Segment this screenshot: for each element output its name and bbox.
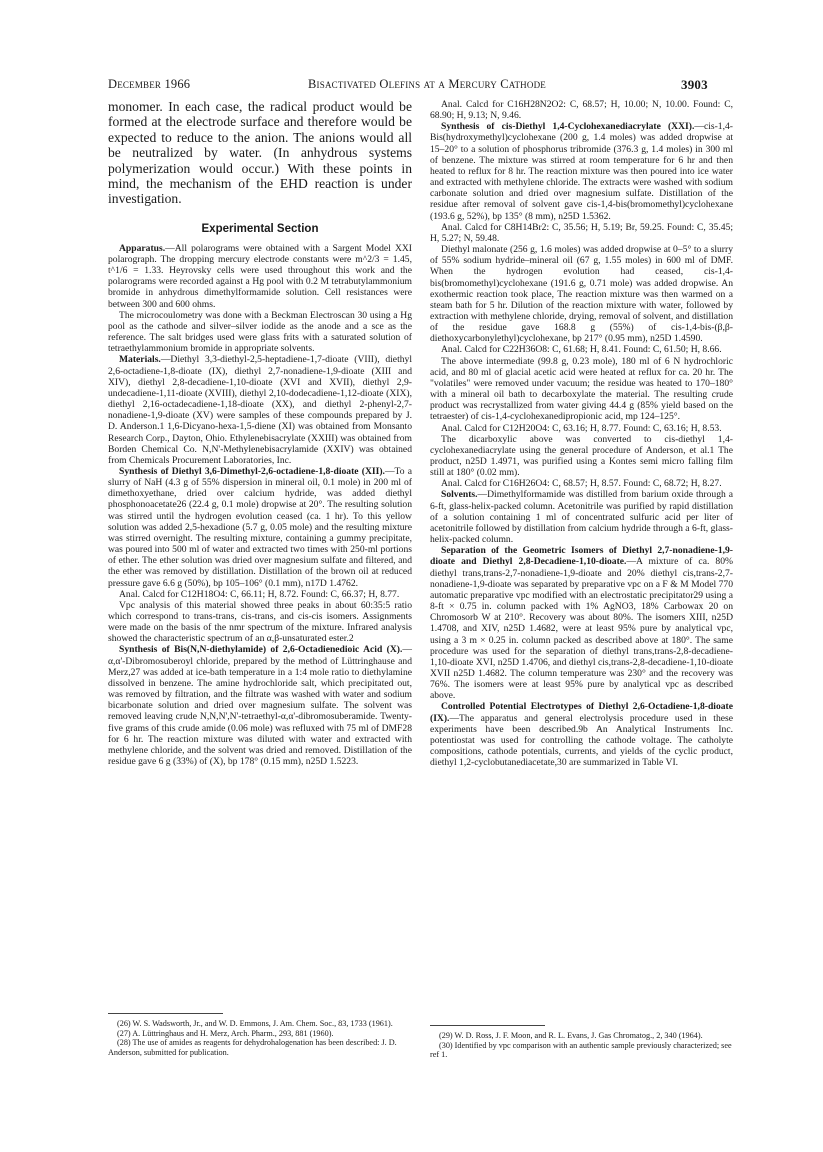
run-in-heading: Synthesis of Diethyl 3,6-Dimethyl-2,6-octadiene-1,8-dioate (XII). [119,465,385,477]
intro-paragraph: monomer. In each case, the radical product would be formed at the electrode surface and therefore would be expected to reduce to the anion. The anions would all be neutralized by water. (In anhydrous systems polymerization would occur.) With these points in mind, the mechanism of the EHD reaction is under investigation. [108,99,412,207]
microcoulometry-paragraph: The microcoulometry was done with a Beckman Electroscan 30 using a Hg pool as the cathode and silver–silver iodide as the anode and a sce as the reference. The salt bridges used were glass frits with a saturated solution of tetraethylammonium bromide in appropriate solvents. [108,309,412,355]
right-column [430,99,733,768]
synthesis-x-paragraph: Synthesis of Bis(N,N-diethylamide) of 2,6-Octadienedioic Acid (X).—α,α'-Dibromosuberoyl chloride, prepared by the method of Lüttringhause and Merz,27 was added at ice-bath temperature in a 1:4 mole ratio to diethylamine dissolved in benzene. The amine hydrochloride salt, which precipitated out, was removed by filtration, and the filtrate was washed with water and sodium bicarbonate solution and dried over magnesium sulfate. The solvent was removed leaving crude N,N,N',N'-tetraethyl-α,α'-dibromosuberamide. Twenty-five grams of this crude amide (0.06 mole) was refluxed with 75 ml of DMF28 for 6 hr. The reaction mixture was diluted with water and extracted with methylene chloride, and the solvent was dried and removed. Distillation of the residue gave 6 g (33%) of (X), bp 178° (0.15 mm), n25D 1.5223. [108,644,412,768]
footnote: (28) The use of amides as reagents for dehydrohalogenation has been described: J. D. Anderson, submitted for publication. [108,1038,397,1057]
left-column [108,99,412,767]
solvents-paragraph: Solvents.—Dimethylformamide was distilled from barium oxide through a 6-ft, glass-helix-packed column. Acetonitrile was purified by rapid distillation of a solution containing 1 ml of concentrated sulfuric acid per liter of acetonitrile followed by distillation from calcium hydride through a 6-ft, glass-helix-packed column. [430,489,733,546]
synthesis-xii-paragraph: Synthesis of Diethyl 3,6-Dimethyl-2,6-octadiene-1,8-dioate (XII).—To a slurry of NaH (4.3 g of 55% dispersion in mineral oil, 0.1 mole) in 200 ml of dimethoxyethane, dried over calcium hydride, was added diethyl phosphonoacetate26 (22.4 g, 0.1 mole) dropwise at 20°. The resulting solution was stirred until the hydrogen evolution ceased (ca. 1 hr). To this yellow solution was added 2,5-hexadione (5.7 g, 0.05 mole) and the resulting mixture was stirred overnight. The resulting mixture, containing a gummy precipitate, was poured into 500 ml of water and extracted two times with 250-ml portions of ether. The ether solution was dried over magnesium sulfate and filtered, and the ether was removed by distillation. Distillation of the brown oil at reduced pressure gave 6.6 g (50%), bp 105–106° (0.1 mm), n17D 1.4762. [108,465,412,589]
analysis-paragraph: Anal. Calcd for C16H28N2O2: C, 68.57; H, 10.00; N, 10.00. Found: C, 68.90; H, 9.13; N, 9.46. [430,99,733,122]
analysis-paragraph: Anal. Calcd for C16H26O4: C, 68.57; H, 8.57. Found: C, 68.72; H, 8.27. [441,478,722,490]
apparatus-paragraph: Apparatus.—All polarograms were obtained with a Sargent Model XXI polarograph. The dropping mercury electrode constants were m^2/3 = 1.45, t^1/6 = 1.33. Heyrovsky cells were used throughout this work and the polarograms were recorded against a Hg pool with 0.2 M tetrabutylammonium bromide in anhydrous dimethylformamide solution. Cell resistances were between 300 and 600 ohms. [108,242,412,310]
run-in-heading: Solvents. [441,489,478,501]
esterification-paragraph: The dicarboxylic above was converted to cis-diethyl 1,4-cyclohexanediacrylate using the general procedure of Anderson, et al.1 The product, n25D 1.4971, was purified using a Kontes semi micro falling film still at 180° (0.02 mm). [430,433,733,479]
page-number: 3903 [681,77,708,92]
run-in-heading: Materials. [119,354,161,366]
right-footnotes [430,1016,733,1060]
footnote: (27) A. Lüttringhaus and H. Merz, Arch. Pharm., 293, 881 (1960). [117,1028,334,1038]
separation-paragraph: Separation of the Geometric Isomers of Diethyl 2,7-nonadiene-1,9-dioate and Diethyl 2,8-Decadiene-1,10-dioate.—A mixture of ca. 80% diethyl trans,trans-2,7-nonadiene-1,9-dioate and 20% diethyl cis,trans-2,7-nonadiene-1,9-dioate was separated by preparative vpc on a F & M Model 770 automatic preparative vpc modified with an electrostatic precipitator29 using a 8-ft × 0.75 in. column packed with 1% AgNO3, 18% Carbowax 20 on Chromosorb W at 210°. Recovery was about 80%. The isomers XIII, n25D 1.4708, and XIV, n25D 1.4682, were at least 95% pure by analytical vpc, using a 3 m × 0.25 in. column packed as described above at 180°. The same procedure was used for the separation of diethyl trans,trans-2,8-decadiene-1,10-dioate XVI, n25D 1.4706, and diethyl cis,trans-2,8-decadiene-1,10-dioate XVII n25D 1.4682. The column temperature was 230° and the recovery was 76%. The isomers were at least 95% pure by analytical vpc as described above. [430,545,733,702]
running-header-title: Bisactivated Olefins at a Mercury Cathode [308,77,546,91]
malonate-paragraph: Diethyl malonate (256 g, 1.6 moles) was added dropwise at 0–5° to a slurry of 55% sodium hydride–mineral oil (67 g, 1.55 moles) in 600 ml of DMF. When the hydrogen evolution had ceased, cis-1,4-bis(bromomethyl)cyclohexane (191.6 g, 0.71 mole) was added dropwise. An exothermic reaction took place, The reaction mixture was then warmed on a steam bath for 5 hr. Dilution of the reaction mixture with water, followed by extraction with methylene chloride, drying, removal of solvent, and distillation of the residue gave 168.8 g (55%) of cis-1,4-bis-(β,β-diethoxycarbonylethyl)cyclohexane, bp 217° (0.95 mm), n25D 1.4590. [430,244,733,345]
footnote: (26) W. S. Wadsworth, Jr., and W. D. Emmons, J. Am. Chem. Soc., 83, 1733 (1961). [117,1019,393,1028]
materials-paragraph: Materials.—Diethyl 3,3-diethyl-2,5-heptadiene-1,7-dioate (VIII), diethyl 2,6-octadiene-1,8-dioate (IX), diethyl 2,7-nonadiene-1,9-dioate (XIII and XIV), diethyl 2,8-decadiene-1,10-dioate (XVI and XVII), diethyl 2,9-undecadiene-1,11-dioate (XVIII), diethyl 2,10-dodecadiene-1,12-dioate (XIX), diethyl 2,16-octadecadiene-1,18-dioate (XX), and diethyl 2-phenyl-2,7-nonadiene-1,9-dioate (XV) were samples of these compounds prepared by J. D. Anderson.1 1,6-Dicyano-hexa-1,5-diene (XI) was obtained from Monsanto Research Corp., Dayton, Ohio. Ethylenebisacrylate (XXIII) was obtained from Borden Chemical Co. N,N'-Methylenebisacrylamide (XXIV) was obtained from Chemicals Procurement Laboratories, Inc. [108,354,412,466]
run-in-heading: Separation of the Geometric Isomers of Diethyl 2,7-nonadiene-1,9-dioate and Diethyl 2,8-Decadiene-1,10-dioate. [430,545,733,568]
footnote: (29) W. D. Ross, J. F. Moon, and R. L. Evans, J. Gas Chromatog., 2, 340 (1964). [439,1031,703,1040]
electrolysis-paragraph: Controlled Potential Electrotypes of Diethyl 2,6-Octadiene-1,8-dioate (IX).—The apparatus and general electrolysis procedure used in these experiments have been described.9b An Analytical Instruments Inc. potentiostat was used for controlling the cathode voltage. The catholyte compositions, cathode potentials, currents, and yields of the cyclic product, diethyl 1,2-cyclobutanediacetate,30 are summarized in Table VI. [430,701,733,769]
run-in-heading: Synthesis of cis-Diethyl 1,4-Cyclohexanediacrylate (XXI). [441,121,695,133]
running-header-date: December 1966 [108,77,191,91]
run-in-heading: Apparatus. [119,242,166,254]
analysis-paragraph: Anal. Calcd for C12H20O4: C, 63.16; H, 8.77. Found: C, 63.16; H, 8.53. [441,422,722,434]
analysis-paragraph: Anal. Calcd for C12H18O4: C, 66.11; H, 8.72. Found: C, 66.37; H, 8.77. [119,588,400,600]
run-in-heading: Synthesis of Bis(N,N-diethylamide) of 2,6-Octadienedioic Acid (X). [119,644,403,656]
vpc-paragraph: Vpc analysis of this material showed three peaks in about 60:35:5 ratio which correspond to trans-trans, cis-trans, and cis-cis isomers. Assignments were made on the basis of the nmr spectrum of the mixture. Infrared analysis showed the characteristic spectrum of an α,β-unsaturated ester.2 [108,599,412,645]
analysis-paragraph: Anal. Calcd for C8H14Br2: C, 35.56; H, 5.19; Br, 59.25. Found: C, 35.45; H, 5.27; N, 59.48. [430,221,733,244]
run-in-heading: Controlled Potential Electrotypes of Diethyl 2,6-Octadiene-1,8-dioate (IX). [430,701,733,724]
section-heading: Experimental Section [201,222,319,235]
decarboxylation-paragraph: The above intermediate (99.8 g, 0.23 mole), 180 ml of 6 N hydrochloric acid, and 80 ml of glacial acetic acid were heated at reflux for ca. 20 hr. The "volatiles" were removed under vacuum; the residue was heated to 170–180° with a mineral oil bath to decarboxylate the material. The resulting crude product was recrystallized from water giving 44.4 g (85% yield based on the tetraester) of cis-1,4-cyclohexanedipropionic acid, mp 124–125°. [430,355,733,423]
footnote: (30) Identified by vpc comparison with an authentic sample previously characterized; see ref 1. [430,1040,732,1060]
footnote-rule [430,1025,545,1026]
footnote-rule [108,1013,223,1014]
analysis-paragraph: Anal. Calcd for C22H36O8: C, 61.68; H, 8.41. Found: C, 61.50; H, 8.66. [441,344,722,356]
synthesis-xxi-paragraph: Synthesis of cis-Diethyl 1,4-Cyclohexanediacrylate (XXI).—cis-1,4-Bis(hydroxymethyl)cyclohexane (200 g, 1.4 moles) was added dropwise at 15–20° to a solution of phosphorus tribromide (376.3 g, 1.4 moles) in 300 ml of benzene. The mixture was stirred at room temperature for 6 hr and then heated to reflux for 8 hr. The reaction mixture was then poured into ice water and extracted with methylene chloride. The extracts were washed with sodium carbonate solution and dried over magnesium sulfate. Distillation of the residue after removal of solvent gave cis-1,4-bis(bromomethyl)cyclohexane (193.6 g, 52%), bp 135° (8 mm), n25D 1.5362. [430,121,733,222]
left-footnotes [108,1004,412,1057]
